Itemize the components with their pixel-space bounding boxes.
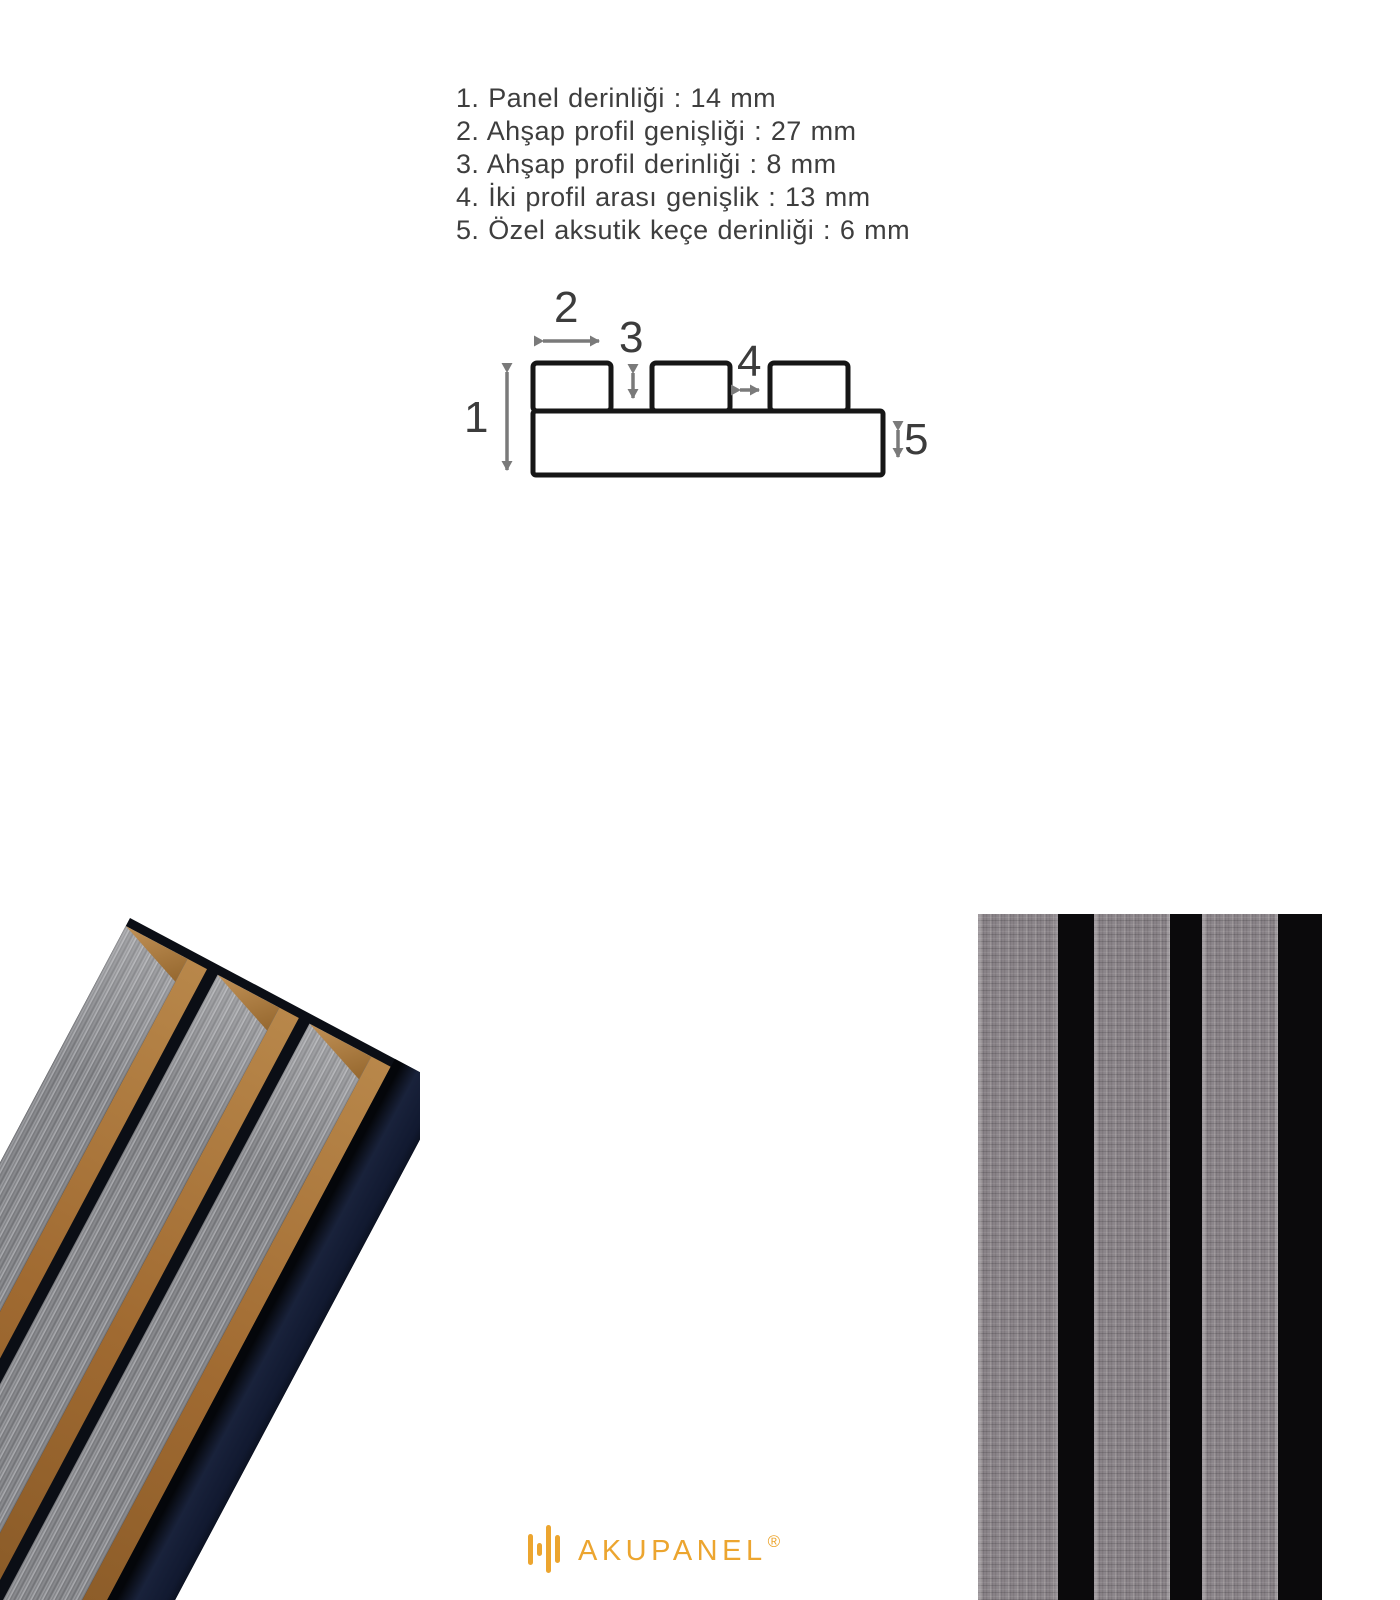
dimension-label-4: 4 — [737, 337, 762, 386]
logo-wordmark — [578, 1531, 781, 1568]
akupanel-logo — [528, 1518, 779, 1580]
soundwave-bar — [537, 1543, 542, 1556]
dimension-label-1: 1 — [464, 393, 489, 442]
panel-angled-photo — [0, 888, 420, 1600]
panel-cross-section-diagram — [440, 280, 980, 505]
soundwave-icon — [528, 1518, 564, 1580]
cross-section-drawing — [440, 280, 980, 505]
felt-base-rect — [533, 411, 883, 475]
spec-list — [456, 82, 910, 247]
registered-trademark-symbol: ® — [767, 1531, 781, 1551]
spec-line-1: 1. Panel derinliği : 14 mm — [456, 83, 777, 113]
wood-profile-rect-2 — [652, 363, 730, 411]
angled-panel — [0, 918, 420, 1600]
dimension-label-2: 2 — [554, 283, 579, 332]
wood-profile-rect-1 — [533, 363, 611, 411]
felt-stripe — [1094, 914, 1170, 1600]
spec-line-2: 2. Ahşap profil genişliği : 27 mm — [456, 116, 857, 146]
spec-line-4: 4. İki profil arası genişlik : 13 mm — [456, 182, 871, 212]
brand-name: AKUPANEL — [578, 1534, 767, 1567]
soundwave-bar — [546, 1525, 551, 1573]
spec-line-3: 3. Ahşap profil derinliği : 8 mm — [456, 149, 837, 179]
spec-line-5: 5. Özel aksutik keçe derinliği : 6 mm — [456, 215, 910, 245]
felt-texture-photo — [978, 914, 1322, 1600]
dimension-label-3: 3 — [619, 313, 644, 362]
soundwave-bar — [528, 1534, 533, 1565]
dimension-label-5: 5 — [904, 415, 929, 464]
felt-stripe — [1202, 914, 1278, 1600]
wood-profile-rect-3 — [770, 363, 848, 411]
soundwave-bar — [555, 1535, 560, 1563]
felt-stripe — [978, 914, 1058, 1600]
